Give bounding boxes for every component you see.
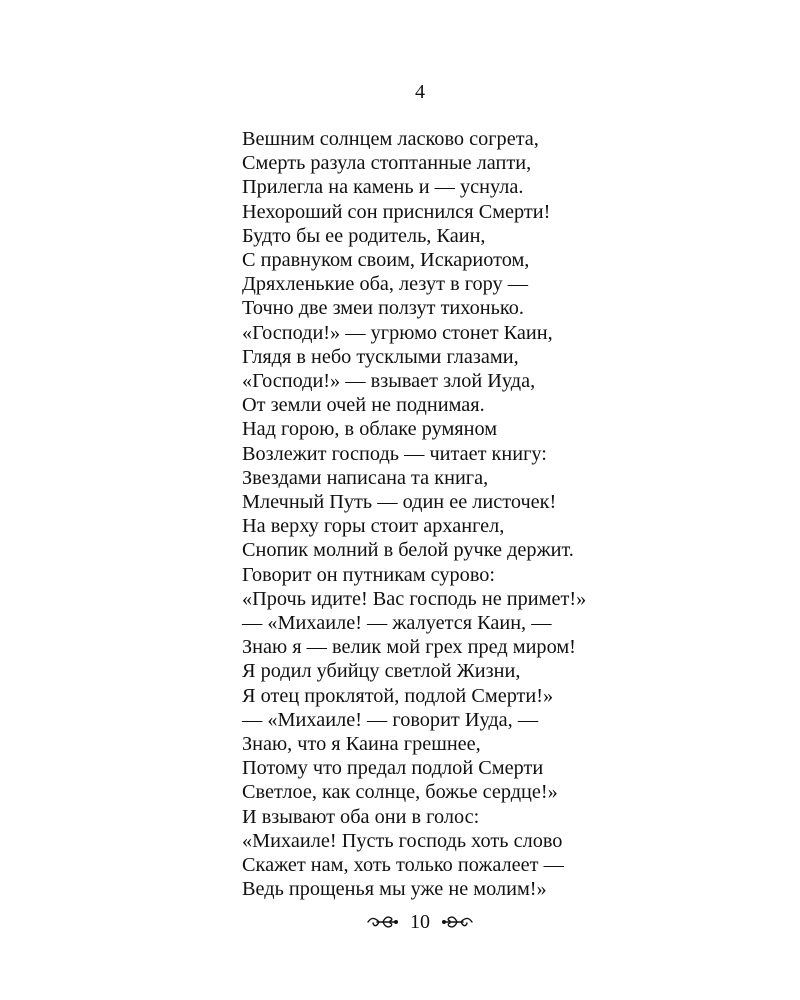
poem-line: Дряхленькие оба, лезут в гору — (242, 274, 529, 296)
poem-line: Нехороший сон приснился Смерти! (242, 201, 551, 223)
poem-line: Ведь прощенья мы уже не молим!» (242, 879, 547, 901)
poem-line: Смерть разула стоптанные лапти, (242, 153, 532, 175)
poem-line: Знаю, что я Каина грешнее, (242, 734, 481, 756)
fleuron-right-icon (440, 912, 474, 932)
poem-line: «Господи!» — взывает злой Иуда, (242, 371, 536, 393)
poem-line: «Михаиле! Пусть господь хоть слово (242, 830, 563, 852)
poem-line: Скажет нам, хоть только пожалеет — (242, 855, 564, 877)
page-number: 10 (410, 911, 430, 933)
page-footer (0, 910, 800, 934)
poem-line: Я отец проклятой, подлой Смерти!» (242, 685, 554, 707)
poem-line: Я родил убийцу светлой Жизни, (242, 661, 521, 683)
poem-line: Потому что предал подлой Смерти (242, 758, 544, 780)
poem-line: Млечный Путь — один ее листочек! (242, 492, 557, 514)
poem-line: С правнуком своим, Искариотом, (242, 250, 530, 272)
poem-line: Прилегла на камень и — уснула. (242, 177, 524, 199)
poem-line: Знаю я — велик мой грех пред миром! (242, 637, 576, 659)
poem-line: Вешним солнцем ласково согрета, (242, 129, 539, 150)
poem (242, 128, 722, 903)
poem-line: Светлое, как солнце, божье сердце!» (242, 782, 558, 804)
poem-line: Возлежит господь — читает книгу: (242, 443, 547, 465)
poem-line: «Прочь идите! Вас господь не примет!» (242, 588, 587, 610)
poem-line: — «Михаиле! — говорит Иуда, — (242, 709, 539, 731)
poem-line: От земли очей не поднимая. (242, 395, 485, 417)
section-number: 4 (415, 81, 425, 103)
poem-line: Говорит он путникам сурово: (242, 564, 496, 586)
poem-line: Снопик молний в белой ручке держит. (242, 540, 574, 562)
poem-line: «Господи!» — угрюмо стонет Каин, (242, 322, 553, 344)
poem-line: Звездами написана та книга, (242, 467, 489, 489)
poem-line: И взывают оба они в голос: (242, 806, 480, 828)
fleuron-left-icon (366, 912, 400, 932)
poem-line: Над горою, в облаке румяном (242, 419, 498, 441)
poem-line: — «Михаиле! — жалуется Каин, — (242, 613, 552, 635)
poem-line: Будто бы ее родитель, Каин, (242, 225, 486, 247)
poem-line: На верху горы стоит архангел, (242, 516, 505, 538)
poem-line: Точно две змеи ползут тихонько. (242, 298, 524, 320)
poem-line: Глядя в небо тусклыми глазами, (242, 346, 519, 368)
